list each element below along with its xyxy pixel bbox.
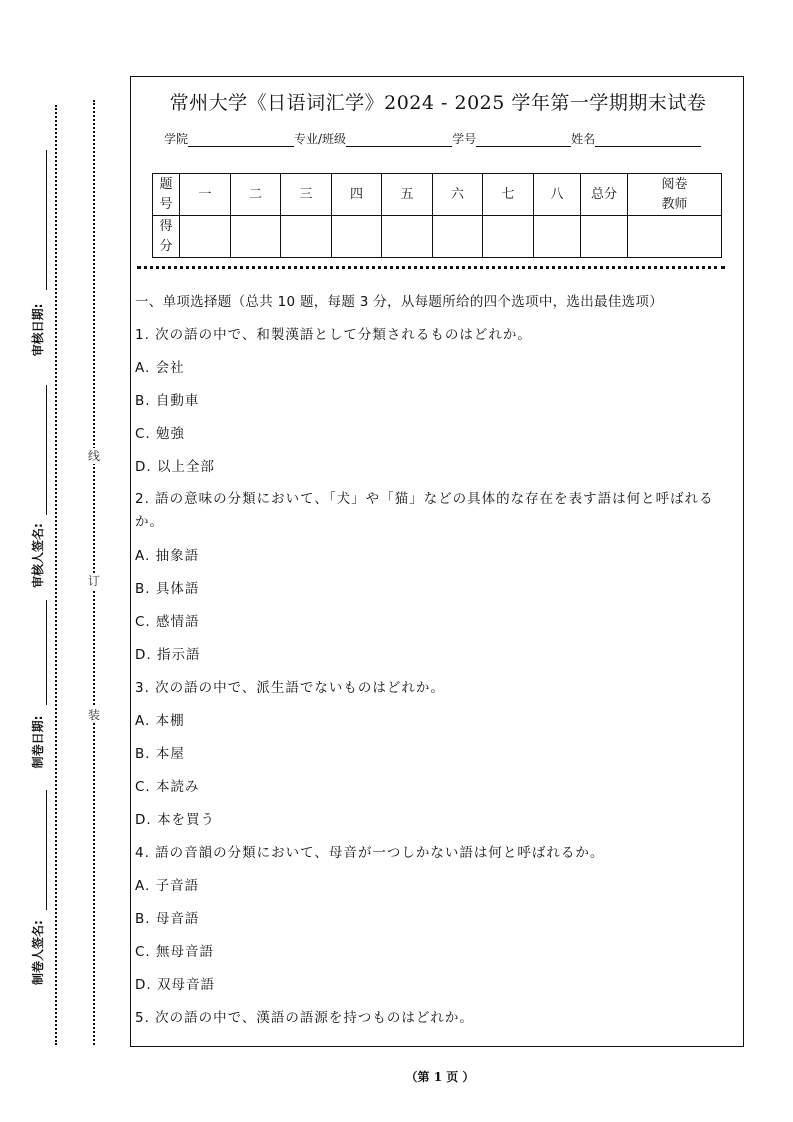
- option: D. 以上全部: [135, 459, 215, 475]
- question-stem: 2. 語の意味の分類において、「犬」や「猫」などの具体的な存在を表す語は何と呼ばれるか。: [135, 491, 714, 530]
- option: A. 会社: [135, 360, 185, 376]
- option: C. 本読み: [135, 779, 200, 795]
- section-8-label: 八: [550, 187, 564, 202]
- score-input-cell[interactable]: [332, 216, 382, 258]
- score-cell-header: [483, 174, 534, 216]
- option: B. 具体語: [135, 581, 200, 597]
- option: D. 本を買う: [135, 812, 215, 828]
- question-content: [135, 290, 740, 1039]
- score-input-cell[interactable]: [382, 216, 433, 258]
- binding-dotted-line-outer: [55, 105, 57, 1045]
- section-1-label: 一: [198, 187, 212, 202]
- score-cell-header: [332, 174, 382, 216]
- score-cell-header: [534, 174, 581, 216]
- student-id-field[interactable]: [476, 133, 571, 147]
- score-input-cell[interactable]: [231, 216, 281, 258]
- option: D. 指示語: [135, 647, 201, 663]
- score-input-cell[interactable]: [534, 216, 581, 258]
- review-date-line: [46, 150, 48, 290]
- student-info-row: [164, 130, 701, 147]
- score-input-cell[interactable]: [433, 216, 483, 258]
- preparer-signature-label: 制卷人签名:: [31, 920, 45, 985]
- question-stem: 1. 次の語の中で、和製漢語として分類されるものはどれか。: [135, 327, 532, 343]
- option: C. 勉強: [135, 426, 186, 442]
- student-id-label: 学号: [452, 132, 477, 146]
- option: D. 双母音語: [135, 977, 215, 993]
- score-table-score-row: [153, 216, 722, 258]
- option: A. 子音語: [135, 878, 200, 894]
- cut-line-xian: 线: [87, 449, 100, 463]
- review-date-label: 审核日期:: [31, 303, 45, 357]
- reviewer-signature-label: 审核人签名:: [31, 523, 45, 588]
- question-number-label: 题号: [159, 176, 173, 212]
- exam-title: 常州大学《日语词汇学》2024 - 2025 学年第一学期期末试卷: [169, 92, 707, 114]
- question-stem: 5. 次の語の中で、漢語の語源を持つものはどれか。: [135, 1010, 474, 1026]
- college-label: 学院: [164, 132, 189, 146]
- name-field[interactable]: [595, 133, 701, 147]
- preparer-date-line: [46, 600, 48, 705]
- option: C. 無母音語: [135, 944, 215, 960]
- section-4-label: 四: [349, 187, 363, 202]
- college-field[interactable]: [188, 133, 294, 147]
- total-score-label: 总分: [590, 187, 617, 202]
- score-input-cell[interactable]: [581, 216, 628, 258]
- score-label: 得分: [159, 218, 173, 254]
- score-input-cell[interactable]: [628, 216, 722, 258]
- cut-line-ding: 订: [87, 574, 100, 588]
- score-input-cell[interactable]: [281, 216, 332, 258]
- score-cell-header: [382, 174, 433, 216]
- major-class-field[interactable]: [346, 133, 452, 147]
- score-cell-label: [153, 216, 180, 258]
- section-5-label: 五: [400, 187, 414, 202]
- section-heading: 一、单项选择题（总共 10 题，每题 3 分，从每题所给的四个选项中，选出最佳选项）: [135, 294, 664, 310]
- major-class-label: 专业/班级: [294, 132, 347, 146]
- score-cell-header: [231, 174, 281, 216]
- option: B. 本屋: [135, 746, 185, 762]
- option: A. 本棚: [135, 713, 185, 729]
- score-cell-header: [281, 174, 332, 216]
- score-cell-header: [581, 174, 628, 216]
- section-3-label: 三: [299, 187, 313, 202]
- option: B. 自動車: [135, 393, 200, 409]
- option: A. 抽象語: [135, 548, 200, 564]
- score-table-header-row: [153, 174, 722, 216]
- section-6-label: 六: [450, 187, 464, 202]
- score-table: [152, 173, 722, 258]
- reviewer-signature-line: [46, 385, 48, 515]
- score-cell-header: [433, 174, 483, 216]
- option: B. 母音語: [135, 911, 200, 927]
- score-input-cell[interactable]: [180, 216, 231, 258]
- score-cell-header: [153, 174, 180, 216]
- section-2-label: 二: [248, 187, 262, 202]
- dotted-separator: [137, 266, 725, 269]
- question-stem: 3. 次の語の中で、派生語でないものはどれか。: [135, 680, 445, 696]
- cut-line-zhuang: 装: [87, 708, 100, 722]
- option: C. 感情語: [135, 614, 200, 630]
- question-stem: 4. 語の音韻の分類において、母音が一つしかない語は何と呼ばれるか。: [135, 845, 605, 861]
- preparer-signature-line: [46, 790, 48, 910]
- grader-label: 阅卷教师: [661, 176, 688, 212]
- score-cell-header: [180, 174, 231, 216]
- name-label: 姓名: [571, 132, 596, 146]
- page-number: （第 1 页 ）: [405, 1070, 475, 1084]
- preparer-date-label: 制卷日期:: [31, 715, 45, 769]
- score-input-cell[interactable]: [483, 216, 534, 258]
- section-7-label: 七: [501, 187, 515, 202]
- score-cell-header: [628, 174, 722, 216]
